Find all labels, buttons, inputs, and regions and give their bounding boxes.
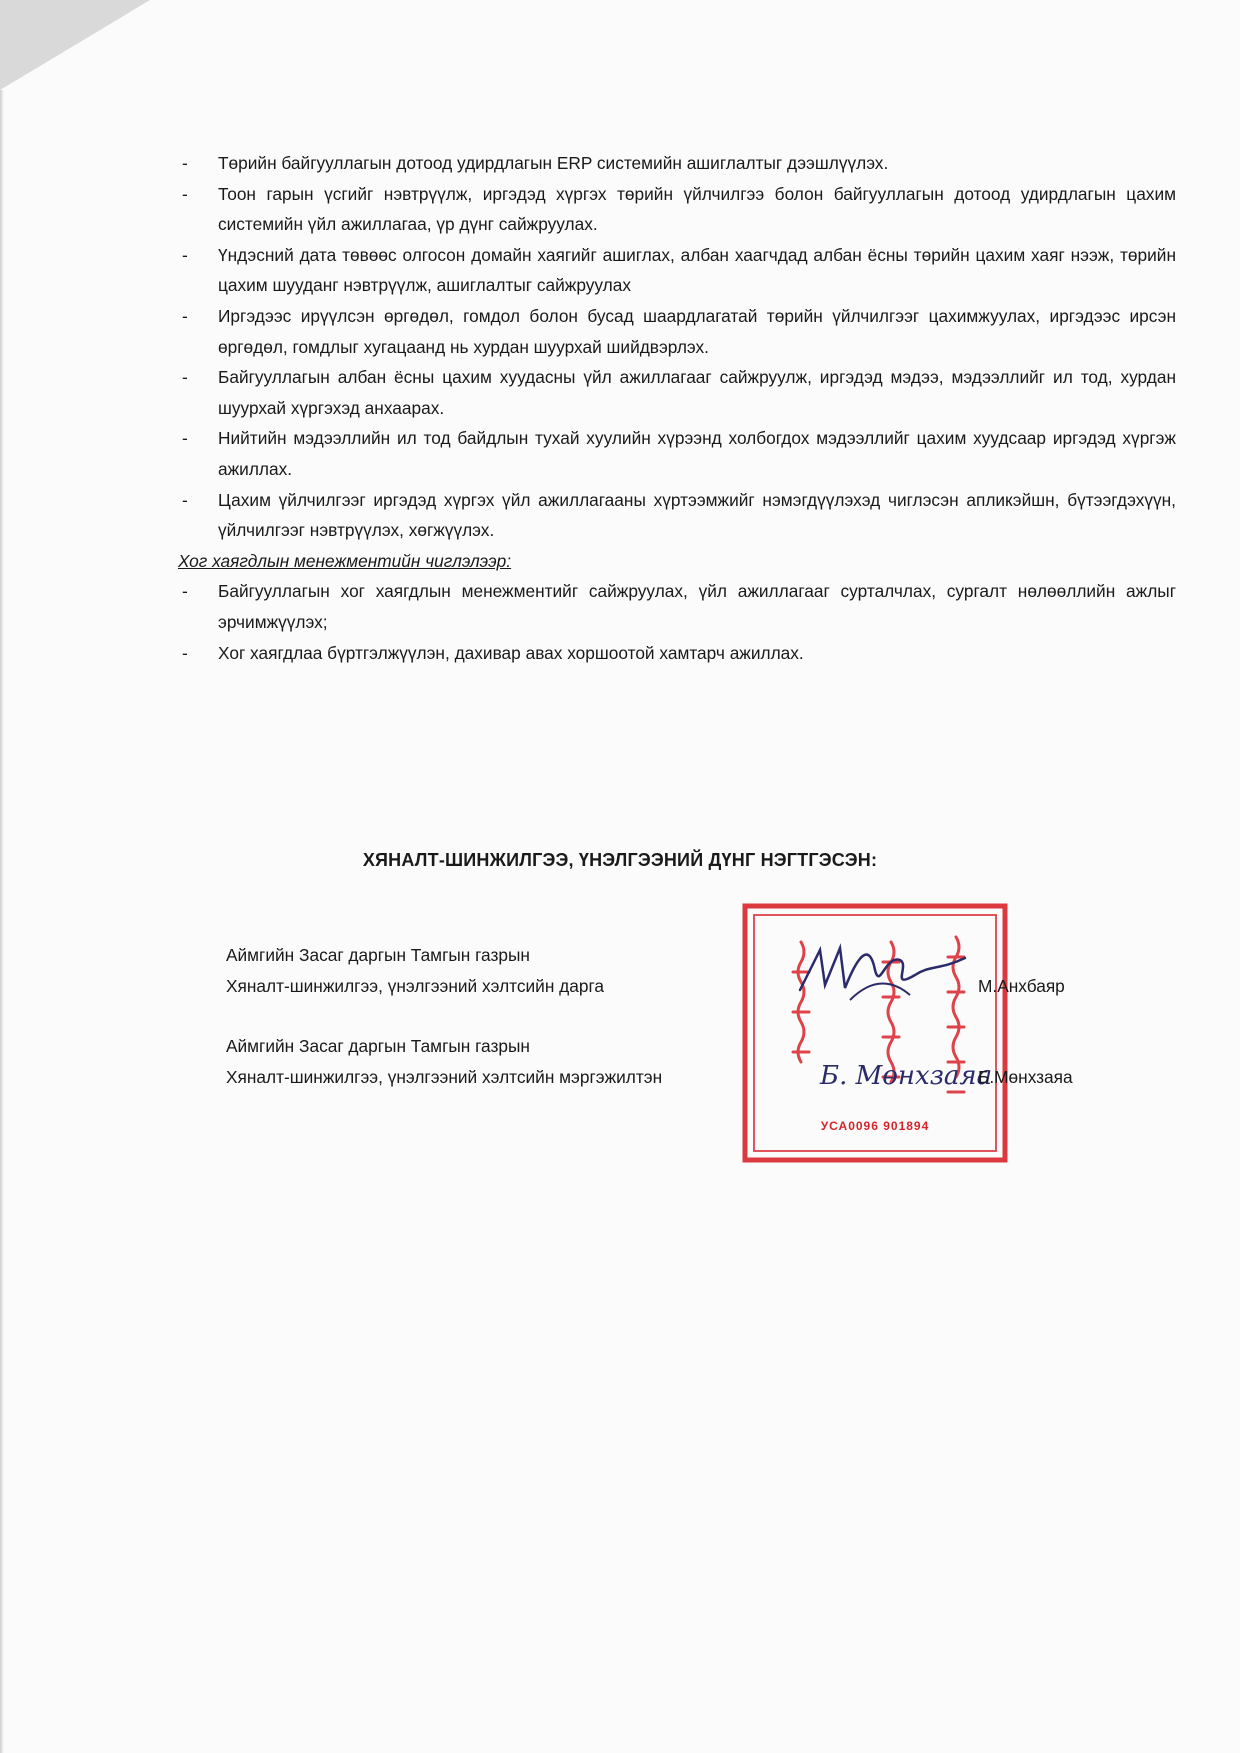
- list-item-text: Үндэсний дата төвөөс олгосон домайн хаягийг ашиглах, албан хаагчдад албан ёсны төрийн цахим хаяг нээж, төрийн цахим шууданг нэвтрүүлж, ашиглалтыг сайжруулах: [218, 244, 1176, 296]
- waste-bullet-list: [178, 576, 1176, 668]
- document-body: [178, 148, 1176, 668]
- signer-2-org: Аймгийн Засаг даргын Тамгын газрын: [226, 1036, 530, 1056]
- list-item-text: Байгууллагын хог хаягдлын менежментийг сайжруулах, үйл ажиллагааг сурталчлах, сургалт нөлөөллийн ажлыг эрчимжүүлэх;: [218, 581, 1176, 632]
- signer-1-org: Аймгийн Засаг даргын Тамгын газрын: [226, 945, 530, 965]
- signer-2-name: Б.Мөнхзаяа: [978, 1067, 1073, 1087]
- bullet-dash: -: [182, 428, 188, 449]
- signer-block-1: [226, 940, 604, 1001]
- waste-section-heading: Хог хаягдлын менежментийн чиглэлээр:: [178, 550, 512, 571]
- list-item: [178, 362, 1176, 423]
- list-item-text: Хог хаягдлаа бүртгэлжүүлэн, дахивар авах хоршоотой хамтарч ажиллах.: [218, 642, 804, 663]
- signer-block-2: [226, 1031, 662, 1092]
- main-bullet-list: [178, 148, 1176, 546]
- stamp-serial: УСА0096 901894: [820, 1119, 930, 1133]
- scan-edge-shadow: [0, 90, 4, 1753]
- list-item: [178, 148, 1176, 179]
- bullet-dash: -: [182, 489, 188, 510]
- handwritten-signature-2-text: Б. Мөнхзаяа: [820, 1061, 993, 1091]
- list-item-text: Цахим үйлчилгээг иргэдэд хүргэх үйл ажиллагааны хүртээмжийг нэмэгдүүлэхэд чиглэсэн апликэйшн, бүтээгдэхүүн, үйлчилгээг нэвтрүүлэх, хөгжүүлэх.: [218, 489, 1176, 541]
- list-item-text: Тоон гарын үсгийг нэвтрүүлж, иргэдэд хүргэх төрийн үйлчилгээ болон байгууллагын дотоод удирдлагын цахим системийн үйл ажиллагаа, үр дүнг сайжруулах.: [218, 183, 1176, 235]
- signer-1-position: Хяналт-шинжилгээ, үнэлгээний хэлтсийн дарга: [226, 975, 605, 996]
- handwritten-signature-1: [790, 930, 970, 1010]
- signer-2-position: Хяналт-шинжилгээ, үнэлгээний хэлтсийн мэргэжилтэн: [226, 1066, 663, 1087]
- bullet-dash: -: [182, 642, 188, 663]
- list-item: [178, 179, 1176, 240]
- signer-1-name: М.Анхбаяр: [978, 976, 1065, 996]
- list-item: [178, 638, 1176, 669]
- bullet-dash: -: [182, 581, 188, 602]
- list-item-text: Нийтийн мэдээллийн ил тод байдлын тухай хуулийн хүрээнд холбогдох мэдээллийг цахим хуудсаар иргэдэд хүргэж ажиллах.: [218, 428, 1176, 479]
- handwritten-signature-2: [818, 1050, 993, 1100]
- list-item: [178, 301, 1176, 362]
- bullet-dash: -: [182, 244, 188, 265]
- bullet-dash: -: [182, 183, 188, 204]
- list-item-text: Байгууллагын албан ёсны цахим хуудасны үйл ажиллагааг сайжруулж, иргэдэд мэдээ, мэдээллийг ил тод, хурдан шуурхай хүргэхэд анхаарах.: [218, 367, 1176, 418]
- scan-corner-fold: [0, 0, 150, 90]
- list-item: [178, 423, 1176, 484]
- bullet-dash: -: [182, 305, 188, 326]
- list-item: [178, 240, 1176, 301]
- signatures-title: ХЯНАЛТ-ШИНЖИЛГЭЭ, ҮНЭЛГЭЭНИЙ ДҮНГ НЭГТГЭСЭН:: [362, 850, 878, 870]
- list-item: [178, 576, 1176, 637]
- list-item-text: Төрийн байгууллагын дотоод удирдлагын ERP системийн ашиглалтыг дээшлүүлэх.: [218, 153, 889, 173]
- bullet-dash: -: [182, 153, 188, 173]
- list-item: [178, 485, 1176, 546]
- bullet-dash: -: [182, 367, 188, 388]
- list-item-text: Иргэдээс ирүүлсэн өргөдөл, гомдол болон бусад шаардлагатай төрийн үйлчилгээг цахимжуулах, иргэдээс ирсэн өргөдөл, гомдлыг хугацаанд нь хурдан шуурхай шийдвэрлэх.: [218, 305, 1176, 357]
